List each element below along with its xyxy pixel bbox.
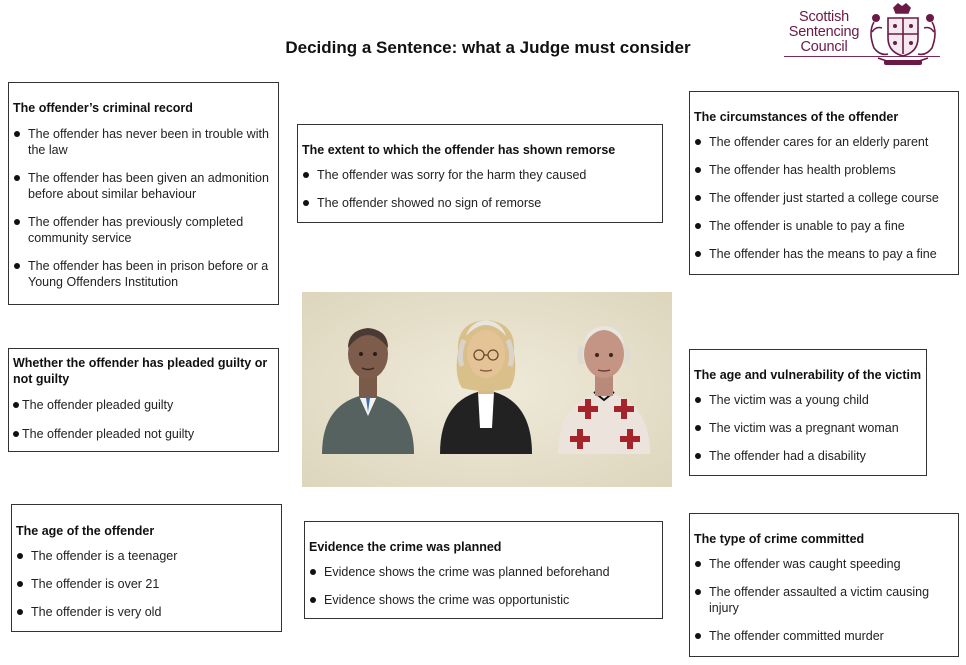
list-item: The offender has previously completed community service <box>13 214 274 246</box>
offender-age-box <box>11 504 282 632</box>
victim-list <box>694 392 922 464</box>
plea-list <box>13 397 274 442</box>
logo-line-2: Sentencing <box>788 24 860 40</box>
royal-crest-icon <box>864 2 942 68</box>
list-item: The offender showed no sign of remorse <box>302 195 658 211</box>
criminal-record-box <box>8 82 279 305</box>
list-item: The victim was a young child <box>694 392 922 408</box>
logo-line-1: Scottish <box>799 9 849 25</box>
list-item: The offender has the means to pay a fine <box>694 246 954 262</box>
crime-planned-list <box>309 564 658 608</box>
victim-heading: The age and vulnerability of the victim <box>694 368 922 382</box>
crime-type-list <box>694 556 954 644</box>
remorse-box <box>297 124 663 223</box>
offender-age-heading: The age of the offender <box>16 524 155 538</box>
offender-age-list <box>16 548 277 620</box>
circumstances-box <box>689 91 959 275</box>
list-item: The offender committed murder <box>694 628 954 644</box>
list-item: The offender pleaded guilty <box>13 397 274 413</box>
logo-text <box>782 10 866 55</box>
list-item: Evidence shows the crime was opportunistic <box>309 592 658 608</box>
circumstances-list <box>694 134 954 262</box>
scottish-sentencing-council-logo <box>778 2 944 68</box>
crime-planned-box <box>304 521 663 619</box>
crime-planned-heading: Evidence the crime was planned <box>309 540 502 554</box>
list-item: The offender pleaded not guilty <box>13 426 274 442</box>
list-item: The offender cares for an elderly parent <box>694 134 954 150</box>
list-item: The offender had a disability <box>694 448 922 464</box>
circumstances-heading: The circumstances of the offender <box>694 110 899 124</box>
page-title: Deciding a Sentence: what a Judge must consider <box>285 38 691 57</box>
crime-type-box <box>689 513 959 657</box>
list-item: The offender has health problems <box>694 162 954 178</box>
three-figures-illustration <box>302 292 672 487</box>
criminal-record-list <box>13 126 274 290</box>
list-item: The offender is a teenager <box>16 548 277 564</box>
list-item: The offender has never been in trouble with the law <box>13 126 274 158</box>
list-item: The offender was sorry for the harm they caused <box>302 167 658 183</box>
list-item: The offender has been given an admonition before about similar behaviour <box>13 170 274 202</box>
list-item: The offender just started a college course <box>694 190 954 206</box>
list-item: The offender assaulted a victim causing injury <box>694 584 954 616</box>
list-item: The offender was caught speeding <box>694 556 954 572</box>
crime-type-heading: The type of crime committed <box>694 532 865 546</box>
criminal-record-heading: The offender’s criminal record <box>13 101 193 115</box>
list-item: The offender is unable to pay a fine <box>694 218 954 234</box>
plea-box <box>8 348 279 452</box>
list-item: The offender is very old <box>16 604 277 620</box>
victim-box <box>689 349 927 476</box>
list-item: Evidence shows the crime was planned beforehand <box>309 564 658 580</box>
list-item: The victim was a pregnant woman <box>694 420 922 436</box>
logo-line-3: Council <box>800 39 848 55</box>
remorse-list <box>302 167 658 211</box>
list-item: The offender has been in prison before or a Young Offenders Institution <box>13 258 274 290</box>
list-item: The offender is over 21 <box>16 576 277 592</box>
plea-heading: Whether the offender has pleaded guilty or not guilty <box>13 356 268 386</box>
remorse-heading: The extent to which the offender has shown remorse <box>302 143 616 157</box>
judge-illustration <box>302 292 672 487</box>
